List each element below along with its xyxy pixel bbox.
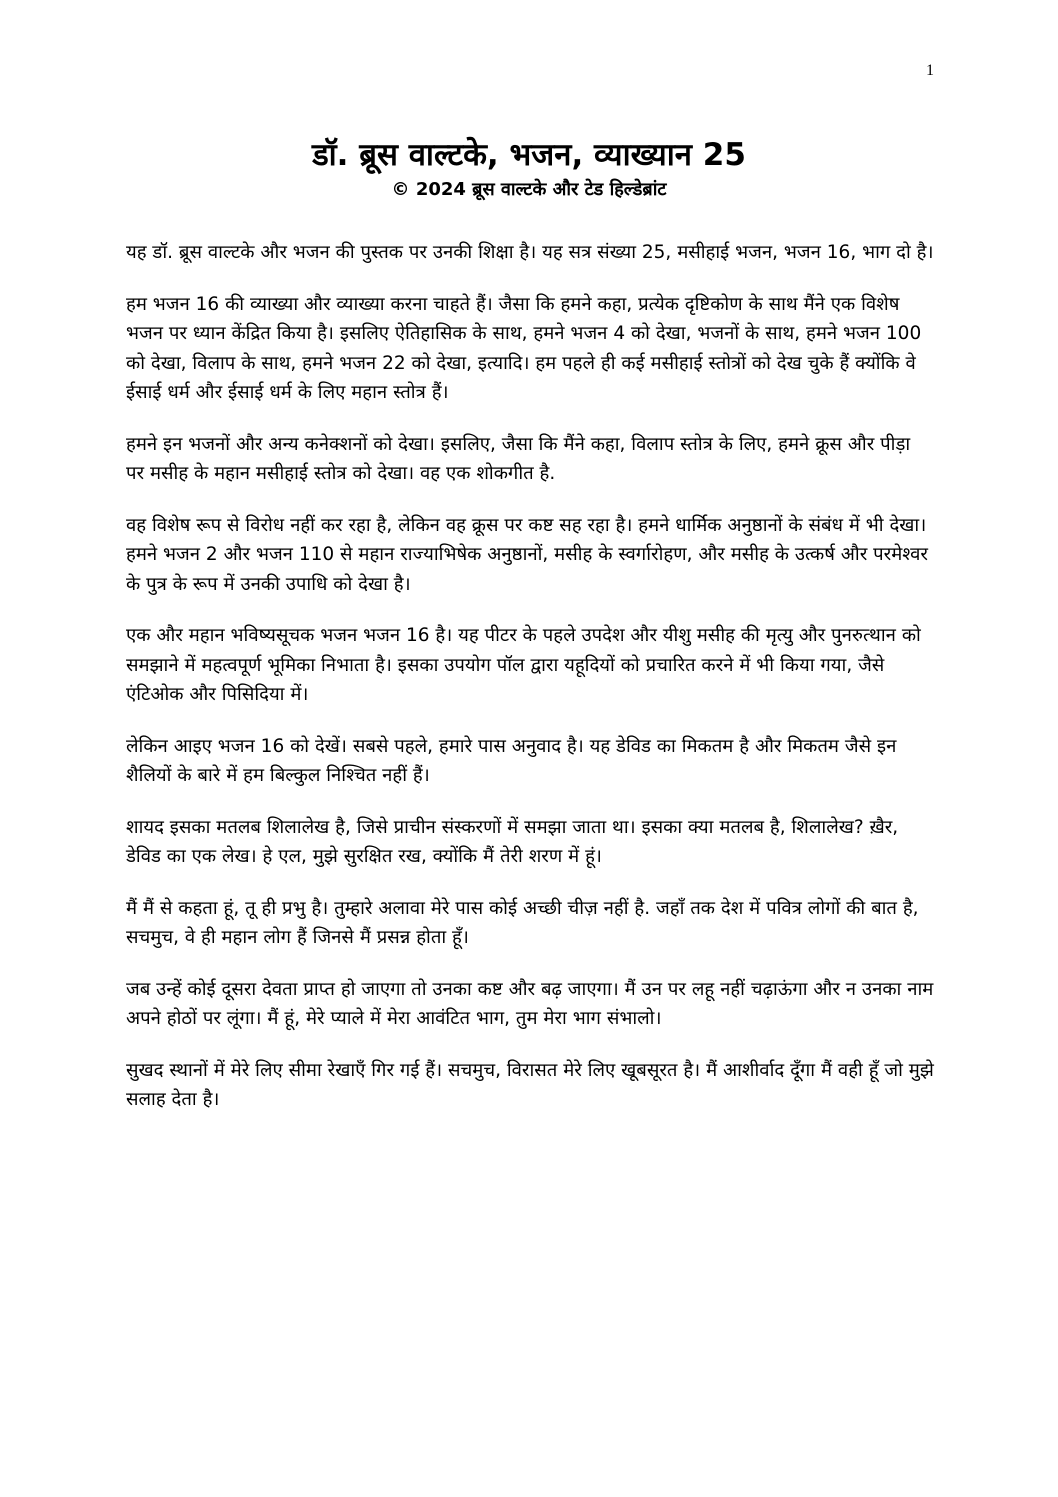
paragraph: लेकिन आइए भजन 16 को देखें। सबसे पहले, हमारे पास अनुवाद है। यह डेविड का मिकतम है और मिकतम जैसे इन शैलियों के बारे में हम बिल्कुल निश्चित नहीं हैं।: [126, 735, 897, 786]
paragraph: यह डॉ. ब्रूस वाल्टके और भजन की पुस्तक पर उनकी शिक्षा है। यह सत्र संख्या 25, मसीहाई भजन, भजन 16, भाग दो है।: [126, 242, 934, 263]
paragraph: हमने इन भजनों और अन्य कनेक्शनों को देखा। इसलिए, जैसा कि मैंने कहा, विलाप स्तोत्र के लिए, हमने क्रूस और पीड़ा पर मसीह के महान मसीहाई स्तोत्र को देखा। वह एक शोकगीत है.: [126, 433, 911, 484]
document-body: [126, 238, 934, 1137]
paragraph: वह विशेष रूप से विरोध नहीं कर रहा है, लेकिन वह क्रूस पर कष्ट सह रहा है। हमने धार्मिक अनुष्ठानों के संबंध में भी देखा। हमने भजन 2 और भजन 110 से महान राज्याभिषेक अनुष्ठानों, मसीह के स्वर्गारोहण, और मसीह के उत्कर्ष और परमेश्वर के पुत्र के रूप में उनकी उपाधि को देखा है।: [126, 514, 929, 595]
paragraph: शायद इसका मतलब शिलालेख है, जिसे प्राचीन संस्करणों में समझा जाता था। इसका क्या मतलब है, शिलालेख? ख़ैर, डेविड का एक लेख। हे एल, मुझे सुरक्षित रख, क्योंकि मैं तेरी शरण में हूं।: [126, 816, 899, 867]
page-number: 1: [926, 62, 934, 79]
paragraph: हम भजन 16 की व्याख्या और व्याख्या करना चाहते हैं। जैसा कि हमने कहा, प्रत्येक दृष्टिकोण के साथ मैंने एक विशेष भजन पर ध्यान केंद्रित किया है। इसलिए ऐतिहासिक के साथ, हमने भजन 4 को देखा, भजनों के साथ, हमने भजन 100 को देखा, विलाप के साथ, हमने भजन 22 को देखा, इत्यादि। हम पहले ही कई मसीहाई स्तोत्रों को देख चुके हैं क्योंकि वे ईसाई धर्म और ईसाई धर्म के लिए महान स्तोत्र हैं।: [126, 293, 922, 403]
paragraph: सुखद स्थानों में मेरे लिए सीमा रेखाएँ गिर गई हैं। सचमुच, विरासत मेरे लिए खूबसूरत है। मैं आशीर्वाद दूँगा मैं वही हूँ जो मुझे सलाह देता है।: [126, 1059, 934, 1110]
paragraph: एक और महान भविष्यसूचक भजन भजन 16 है। यह पीटर के पहले उपदेश और यीशु मसीह की मृत्यु और पुनरुत्थान को समझाने में महत्वपूर्ण भूमिका निभाता है। इसका उपयोग पॉल द्वारा यहूदियों को प्रचारित करने में भी किया गया, जैसे एंटिओक और पिसिदिया में।: [126, 625, 921, 705]
copyright-line: © 2024 ब्रूस वाल्टके और टेड हिल्डेब्रांट: [391, 179, 667, 200]
title-block: [126, 133, 932, 203]
paragraph: मैं मैं से कहता हूं, तू ही प्रभु है। तुम्हारे अलावा मेरे पास कोई अच्छी चीज़ नहीं है. जहाँ तक देश में पवित्र लोगों की बात है, सचमुच, वे ही महान लोग हैं जिनसे मैं प्रसन्न होता हूँ।: [126, 897, 919, 948]
document-title: डॉ. ब्रूस वाल्टके, भजन, व्याख्यान 25: [312, 137, 746, 173]
paragraph: जब उन्हें कोई दूसरा देवता प्राप्त हो जाएगा तो उनका कष्ट और बढ़ जाएगा। मैं उन पर लहू नहीं चढ़ाऊंगा और न उनका नाम अपने होठों पर लूंगा। मैं हूं, मेरे प्याले में मेरा आवंटित भाग, तुम मेरा भाग संभालो।: [126, 978, 934, 1029]
